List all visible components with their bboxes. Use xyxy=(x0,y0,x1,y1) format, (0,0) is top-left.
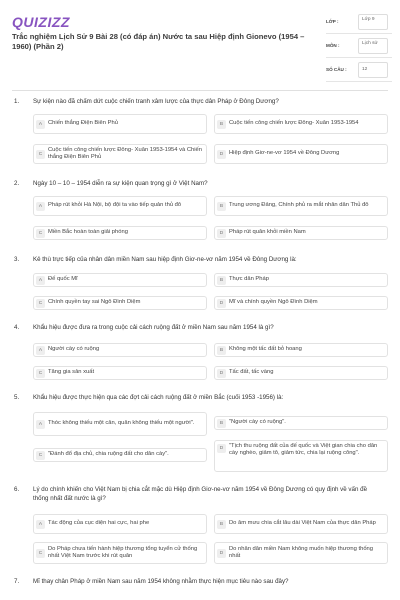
question-number: 2. xyxy=(14,180,20,187)
meta-value: Lịch sử xyxy=(358,38,388,54)
option-letter: A xyxy=(36,346,45,355)
option-text: Đế quốc Mĩ xyxy=(48,276,78,283)
option-letter: A xyxy=(36,420,45,429)
header-divider xyxy=(12,90,388,91)
option-letter: B xyxy=(217,520,226,529)
option-letter: A xyxy=(36,202,45,211)
option-d[interactable] xyxy=(214,296,388,310)
option-letter: D xyxy=(217,369,226,378)
option-a[interactable] xyxy=(33,273,207,287)
option-c[interactable] xyxy=(33,144,207,164)
option-letter: C xyxy=(36,229,45,238)
option-a[interactable] xyxy=(33,412,207,436)
option-d[interactable] xyxy=(214,440,388,472)
option-text: Pháp rút khỏi Hà Nội, bộ đội ta vào tiếp quản thủ đô xyxy=(48,202,182,209)
question-text: Khẩu hiệu được thực hiện qua các đợt cải cách ruộng đất ở miền Bắc (cuối 1953 -1956) là: xyxy=(33,394,284,401)
option-letter: B xyxy=(217,120,226,129)
option-a[interactable] xyxy=(33,343,207,357)
quizizz-logo: QUIZIZZ xyxy=(12,14,70,30)
question-number: 5. xyxy=(14,394,20,401)
option-letter: C xyxy=(36,369,45,378)
option-b[interactable] xyxy=(214,114,388,134)
question-text: Lý do chính khiến cho Việt Nam bị chia cắt mặc dù Hiệp định Giơ-ne-vơ năm 1954 về Đông Dương có quy định về vấn đề thống nhất đất nước là gì? xyxy=(33,486,368,502)
option-b[interactable] xyxy=(214,273,388,287)
option-letter: C xyxy=(36,549,45,558)
option-letter: B xyxy=(217,419,226,428)
option-text: Không một tấc đất bỏ hoang xyxy=(229,346,302,353)
meta-label: LỚP : xyxy=(326,19,339,24)
meta-label: MÔN : xyxy=(326,43,340,48)
option-b[interactable] xyxy=(214,343,388,357)
option-d[interactable] xyxy=(214,366,388,380)
option-text: "Đánh đổ địa chủ, chia ruộng đất cho dân cày". xyxy=(48,451,169,458)
option-letter: B xyxy=(217,276,226,285)
question-number: 7. xyxy=(14,578,20,585)
option-text: Cuộc tiến công chiến lược Đông- Xuân 1953-1954 và Chiến thắng Điện Biên Phủ xyxy=(48,146,202,160)
option-letter: D xyxy=(217,299,226,308)
option-text: Tăng gia sản xuất xyxy=(48,369,95,376)
worksheet-title: Trắc nghiệm Lịch Sử 9 Bài 28 (có đáp án) Nước ta sau Hiệp định Gionevo (1954 – 1960) (Phần 2) xyxy=(12,32,305,51)
option-letter: A xyxy=(36,276,45,285)
option-letter: B xyxy=(217,346,226,355)
option-b[interactable] xyxy=(214,514,388,534)
option-text: Do nhân dân miền Nam không muốn hiệp thương thống nhất xyxy=(229,545,374,559)
meta-value: Lớp 9 xyxy=(358,14,388,30)
meta-row-count xyxy=(326,58,392,82)
option-b[interactable] xyxy=(214,416,388,430)
option-c[interactable] xyxy=(33,366,207,380)
option-c[interactable] xyxy=(33,296,207,310)
option-a[interactable] xyxy=(33,114,207,134)
option-letter: C xyxy=(36,150,45,159)
option-letter: A xyxy=(36,120,45,129)
option-text: Thực dân Pháp xyxy=(229,276,269,283)
option-text: Chính quyền tay sai Ngô Đình Diệm xyxy=(48,299,141,306)
option-text: "Tịch thu ruộng đất của đế quốc và Việt gian chia cho dân cày nghèo, giảm tô, giảm tức, chia lại ruộng công". xyxy=(229,443,378,457)
meta-value: 12 xyxy=(358,62,388,78)
option-text: Người cày có ruộng xyxy=(48,346,100,353)
question-number: 3. xyxy=(14,256,20,263)
option-letter: D xyxy=(217,444,226,453)
option-letter: C xyxy=(36,299,45,308)
option-c[interactable] xyxy=(33,226,207,240)
question-text: Ngày 10 – 10 – 1954 diễn ra sự kiện quan trọng gì ở Việt Nam? xyxy=(33,180,208,187)
option-b[interactable] xyxy=(214,196,388,216)
option-a[interactable] xyxy=(33,514,207,534)
option-text: Thóc không thiếu một cân, quân không thiếu một người". xyxy=(48,420,195,427)
option-letter: C xyxy=(36,451,45,460)
question-number: 1. xyxy=(14,98,20,105)
option-letter: D xyxy=(217,150,226,159)
question-number: 4. xyxy=(14,324,20,331)
option-text: Cuộc tiến công chiến lược Đông- Xuân 1953-1954 xyxy=(229,120,359,127)
option-text: Mĩ và chính quyền Ngô Đình Diệm xyxy=(229,299,318,306)
option-d[interactable] xyxy=(214,542,388,564)
question-text: Khẩu hiệu được đưa ra trong cuộc cải cách ruộng đất ở miền Nam sau năm 1954 là gì? xyxy=(33,324,274,331)
option-d[interactable] xyxy=(214,226,388,240)
option-text: "Người cày có ruộng". xyxy=(229,419,286,426)
worksheet-meta xyxy=(326,10,392,82)
option-text: Trung ương Đảng, Chính phủ ra mắt nhân dân Thủ đô xyxy=(229,202,369,209)
option-letter: B xyxy=(217,202,226,211)
option-d[interactable] xyxy=(214,144,388,164)
option-text: Pháp rút quân khỏi miền Nam xyxy=(229,229,306,236)
meta-row-subject xyxy=(326,34,392,58)
option-text: Chiến thắng Điện Biên Phủ xyxy=(48,120,118,127)
option-a[interactable] xyxy=(33,196,207,216)
option-text: Hiệp định Giơ-ne-vơ 1954 về Đông Dương xyxy=(229,150,340,157)
question-text: Sự kiện nào đã chấm dứt cuộc chiến tranh xâm lược của thực dân Pháp ở Đông Dương? xyxy=(33,98,279,105)
question-text: Mĩ thay chân Pháp ở miền Nam sau năm 1954 không nhằm thực hiện mục tiêu nào sau đây? xyxy=(33,578,289,585)
worksheet-header xyxy=(0,0,400,88)
option-letter: D xyxy=(217,229,226,238)
meta-label: SỐ CÂU : xyxy=(326,67,347,72)
option-text: Do âm mưu chia cắt lâu dài Việt Nam của thực dân Pháp xyxy=(229,520,376,527)
meta-row-class xyxy=(326,10,392,34)
option-text: Miền Bắc hoàn toàn giải phóng xyxy=(48,229,128,236)
option-c[interactable] xyxy=(33,448,207,462)
option-text: Tấc đất, tấc vàng xyxy=(229,369,274,376)
option-letter: A xyxy=(36,520,45,529)
option-text: Do Pháp chưa tiến hành hiệp thương tổng tuyển cử thống nhất Việt Nam trước khi rút quân xyxy=(48,545,198,559)
option-c[interactable] xyxy=(33,542,207,564)
question-text: Kẻ thù trực tiếp của nhân dân miền Nam sau hiệp định Giơ-ne-vơ năm 1954 về Đông Dương là: xyxy=(33,256,297,263)
option-text: Tác động của cục diện hai cực, hai phe xyxy=(48,520,150,527)
question-number: 6. xyxy=(14,486,20,493)
option-letter: D xyxy=(217,549,226,558)
